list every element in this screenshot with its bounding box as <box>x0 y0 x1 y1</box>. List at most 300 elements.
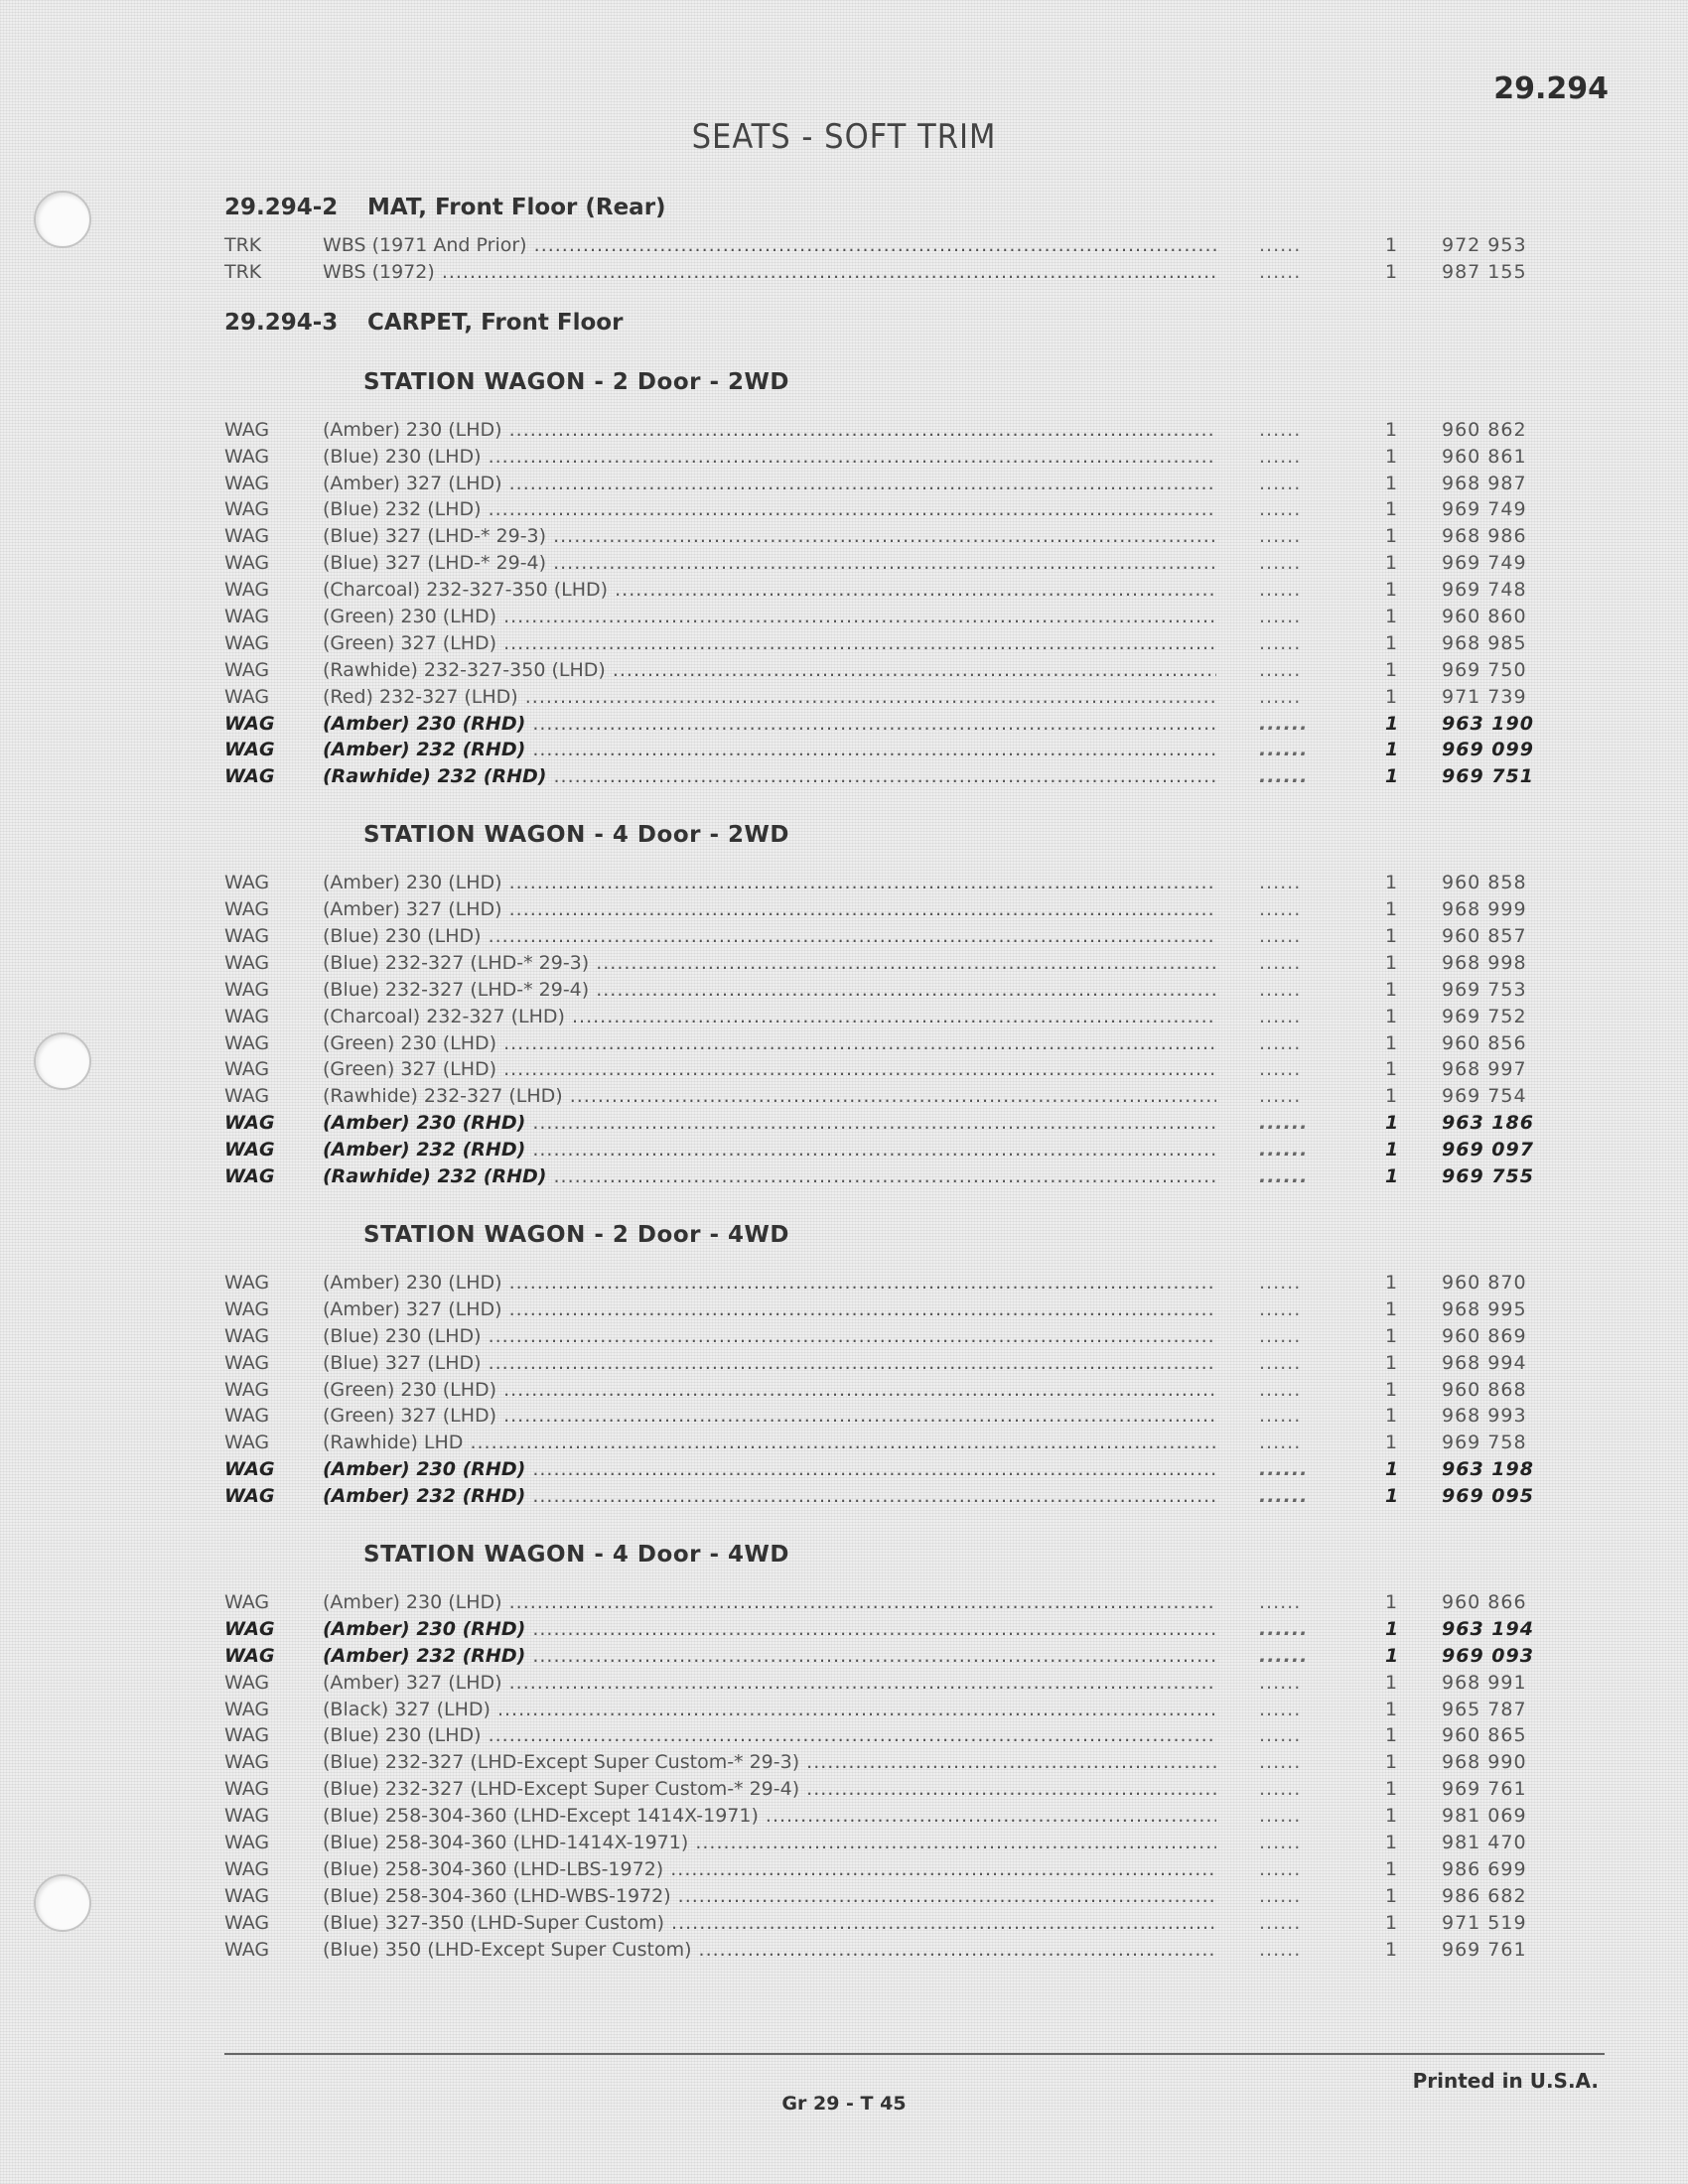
part-description: (Black) 327 (LHD) ..... <box>323 1697 1216 1723</box>
quantity: 1 <box>1385 1805 1398 1828</box>
parts-list <box>0 179 1688 1977</box>
dot-leader: ...... <box>1259 1884 1302 1907</box>
part-row <box>0 1483 1688 1510</box>
model-code: WAG <box>224 1857 270 1880</box>
part-description: (Blue) 232-327 (LHD-Except Super Custom-* 29-3) ..... <box>323 1749 1216 1776</box>
part-description: (Blue) 232-327 (LHD-Except Super Custom-* 29-4) ..... <box>323 1776 1216 1803</box>
model-code: WAG <box>224 1432 270 1454</box>
part-row <box>0 684 1688 711</box>
part-number: 960 857 <box>1442 925 1527 948</box>
dot-leader: ...... <box>1259 978 1302 1001</box>
part-number: 981 069 <box>1442 1805 1527 1828</box>
part-description: (Rawhide) LHD ..... <box>323 1430 1216 1456</box>
part-description: (Amber) 230 (LHD) ..... <box>323 1270 1216 1297</box>
part-number: 969 752 <box>1442 1005 1527 1027</box>
part-description: (Rawhide) 232-327-350 (LHD) ..... <box>323 657 1216 684</box>
part-description: (Green) 327 (LHD) ..... <box>323 630 1216 657</box>
part-number: 960 865 <box>1442 1724 1527 1747</box>
part-description: (Blue) 230 (LHD) ..... <box>323 923 1216 950</box>
part-description: (Blue) 258-304-360 (LHD-1414X-1971) ..... <box>323 1830 1216 1856</box>
part-description: (Amber) 230 (LHD) ..... <box>323 417 1216 444</box>
part-number: 986 682 <box>1442 1884 1527 1907</box>
quantity: 1 <box>1385 925 1398 948</box>
model-code: TRK <box>224 234 262 256</box>
dot-leader: ...... <box>1259 1351 1302 1374</box>
model-code: WAG <box>224 1671 270 1694</box>
part-row <box>0 1910 1688 1937</box>
parts-rows <box>0 232 1688 286</box>
quantity: 1 <box>1385 1405 1398 1428</box>
part-row <box>0 1856 1688 1883</box>
quantity: 1 <box>1385 1271 1398 1294</box>
part-row <box>0 870 1688 896</box>
model-code: WAG <box>224 1458 275 1481</box>
quantity: 1 <box>1385 1831 1398 1853</box>
part-number: 968 997 <box>1442 1058 1527 1081</box>
part-row <box>0 1377 1688 1404</box>
part-description: (Amber) 327 (LHD) ..... <box>323 1670 1216 1697</box>
part-row <box>0 417 1688 444</box>
part-number: 971 519 <box>1442 1911 1527 1934</box>
part-description: (Amber) 327 (LHD) ..... <box>323 1297 1216 1323</box>
quantity: 1 <box>1385 1884 1398 1907</box>
quantity: 1 <box>1385 1324 1398 1347</box>
model-code: WAG <box>224 1031 270 1054</box>
section-name: MAT, Front Floor (Rear) <box>367 195 666 220</box>
part-number: 960 868 <box>1442 1378 1527 1401</box>
part-number: 969 748 <box>1442 579 1527 602</box>
part-row <box>0 1749 1688 1776</box>
model-code: WAG <box>224 1405 270 1428</box>
dot-leader: ...... <box>1259 1485 1309 1508</box>
quantity: 1 <box>1385 525 1398 548</box>
quantity: 1 <box>1385 1458 1399 1481</box>
dot-leader: ...... <box>1259 898 1302 921</box>
group-heading: STATION WAGON - 2 Door - 4WD <box>363 1221 789 1248</box>
part-number: 965 787 <box>1442 1698 1527 1720</box>
dot-leader: ...... <box>1259 631 1302 654</box>
dot-leader: ...... <box>1259 765 1309 788</box>
dot-leader: ...... <box>1259 1671 1302 1694</box>
part-row <box>0 1137 1688 1163</box>
model-code: WAG <box>224 1724 270 1747</box>
part-row <box>0 950 1688 977</box>
part-number: 960 860 <box>1442 606 1527 628</box>
quantity: 1 <box>1385 1005 1398 1027</box>
part-number: 968 987 <box>1442 472 1527 494</box>
group-heading: STATION WAGON - 4 Door - 4WD <box>363 1541 789 1568</box>
part-row <box>0 1323 1688 1350</box>
part-description: (Blue) 327 (LHD-* 29-3) ..... <box>323 523 1216 550</box>
part-row <box>0 1589 1688 1616</box>
part-description: (Green) 327 (LHD) ..... <box>323 1056 1216 1083</box>
part-row <box>0 471 1688 497</box>
part-row <box>0 259 1688 286</box>
dot-leader: ...... <box>1259 1378 1302 1401</box>
part-description: (Amber) 230 (RHD) ..... <box>323 1616 1216 1643</box>
quantity: 1 <box>1385 951 1398 974</box>
quantity: 1 <box>1385 445 1398 468</box>
page-title: SEATS - SOFT TRIM <box>691 117 997 157</box>
quantity: 1 <box>1385 418 1398 441</box>
part-row <box>0 1776 1688 1803</box>
part-number: 963 194 <box>1442 1617 1534 1640</box>
part-row <box>0 1616 1688 1643</box>
part-description: (Blue) 230 (LHD) ..... <box>323 444 1216 471</box>
model-code: WAG <box>224 739 275 761</box>
dot-leader: ...... <box>1259 472 1302 494</box>
part-number: 986 699 <box>1442 1857 1527 1880</box>
model-code: WAG <box>224 898 270 921</box>
part-row <box>0 1937 1688 1964</box>
dot-leader: ...... <box>1259 525 1302 548</box>
part-description: (Rawhide) 232-327 (LHD) ..... <box>323 1083 1216 1110</box>
part-row <box>0 763 1688 790</box>
model-code: WAG <box>224 1112 275 1135</box>
section-heading <box>0 300 1688 343</box>
section-number: 29.294-2 <box>224 195 339 220</box>
part-number: 960 858 <box>1442 872 1527 894</box>
part-number: 968 991 <box>1442 1671 1527 1694</box>
part-number: 969 749 <box>1442 498 1527 521</box>
dot-leader: ...... <box>1259 1698 1302 1720</box>
part-row <box>0 711 1688 738</box>
model-code: WAG <box>224 978 270 1001</box>
footer-divider <box>224 2053 1605 2055</box>
quantity: 1 <box>1385 260 1398 283</box>
model-code: WAG <box>224 1005 270 1027</box>
dot-leader: ...... <box>1259 685 1302 708</box>
part-number: 969 750 <box>1442 658 1527 681</box>
part-row <box>0 896 1688 923</box>
dot-leader: ...... <box>1259 1617 1309 1640</box>
dot-leader: ...... <box>1259 606 1302 628</box>
part-row <box>0 1270 1688 1297</box>
part-description: (Amber) 327 (LHD) ..... <box>323 471 1216 497</box>
model-code: WAG <box>224 951 270 974</box>
part-row <box>0 577 1688 604</box>
quantity: 1 <box>1385 1351 1398 1374</box>
part-description: (Rawhide) 232 (RHD) ..... <box>323 763 1216 790</box>
dot-leader: ...... <box>1259 552 1302 575</box>
part-number: 960 861 <box>1442 445 1527 468</box>
model-code: WAG <box>224 1085 270 1108</box>
model-code: WAG <box>224 472 270 494</box>
part-number: 968 998 <box>1442 951 1527 974</box>
group-heading: STATION WAGON - 2 Door - 2WD <box>363 368 789 395</box>
quantity: 1 <box>1385 978 1398 1001</box>
part-description: (Red) 232-327 (LHD) ..... <box>323 684 1216 711</box>
part-description: (Charcoal) 232-327 (LHD) ..... <box>323 1004 1216 1030</box>
dot-leader: ...... <box>1259 498 1302 521</box>
part-description: (Blue) 232-327 (LHD-* 29-4) ..... <box>323 977 1216 1004</box>
quantity: 1 <box>1385 739 1399 761</box>
parts-rows <box>0 870 1688 1190</box>
part-description: (Amber) 230 (LHD) ..... <box>323 1589 1216 1616</box>
model-code: WAG <box>224 1297 270 1320</box>
part-description: (Blue) 327 (LHD) ..... <box>323 1350 1216 1377</box>
quantity: 1 <box>1385 1112 1399 1135</box>
part-row <box>0 1803 1688 1830</box>
quantity: 1 <box>1385 1938 1398 1961</box>
model-code: WAG <box>224 1590 270 1613</box>
part-row <box>0 523 1688 550</box>
part-number: 971 739 <box>1442 685 1527 708</box>
part-number: 972 953 <box>1442 234 1527 256</box>
part-description: (Blue) 232 (LHD) ..... <box>323 496 1216 523</box>
model-code: WAG <box>224 1911 270 1934</box>
model-code: WAG <box>224 1698 270 1720</box>
part-description: (Blue) 258-304-360 (LHD-Except 1414X-1971) ..... <box>323 1803 1216 1830</box>
quantity: 1 <box>1385 1778 1398 1801</box>
part-description: (Charcoal) 232-327-350 (LHD) ..... <box>323 577 1216 604</box>
part-description: (Green) 230 (LHD) ..... <box>323 604 1216 630</box>
part-number: 981 470 <box>1442 1831 1527 1853</box>
part-description: (Amber) 232 (RHD) ..... <box>323 1643 1216 1670</box>
dot-leader: ...... <box>1259 1857 1302 1880</box>
model-code: WAG <box>224 1884 270 1907</box>
section-heading <box>0 185 1688 228</box>
quantity: 1 <box>1385 1911 1398 1934</box>
part-row <box>0 1697 1688 1723</box>
model-code: WAG <box>224 1271 270 1294</box>
quantity: 1 <box>1385 712 1399 735</box>
dot-leader: ...... <box>1259 1324 1302 1347</box>
dot-leader: ...... <box>1259 1432 1302 1454</box>
part-description: WBS (1971 And Prior) ..... <box>323 232 1216 259</box>
model-code: WAG <box>224 1938 270 1961</box>
part-row <box>0 1883 1688 1910</box>
part-number: 960 866 <box>1442 1590 1527 1613</box>
part-number: 960 869 <box>1442 1324 1527 1347</box>
quantity: 1 <box>1385 1644 1399 1667</box>
part-description: (Amber) 232 (RHD) ..... <box>323 1483 1216 1510</box>
part-description: (Amber) 230 (RHD) ..... <box>323 1110 1216 1137</box>
dot-leader: ...... <box>1259 1724 1302 1747</box>
dot-leader: ...... <box>1259 1458 1309 1481</box>
part-row <box>0 1004 1688 1030</box>
dot-leader: ...... <box>1259 1778 1302 1801</box>
part-row <box>0 1110 1688 1137</box>
model-code: WAG <box>224 658 270 681</box>
parts-rows <box>0 1270 1688 1510</box>
quantity: 1 <box>1385 1590 1398 1613</box>
quantity: 1 <box>1385 1617 1399 1640</box>
quantity: 1 <box>1385 631 1398 654</box>
dot-leader: ...... <box>1259 1139 1309 1161</box>
part-number: 963 186 <box>1442 1112 1534 1135</box>
part-row <box>0 1030 1688 1057</box>
part-row <box>0 630 1688 657</box>
part-description: (Blue) 350 (LHD-Except Super Custom) ..... <box>323 1937 1216 1964</box>
quantity: 1 <box>1385 872 1398 894</box>
part-number: 969 754 <box>1442 1085 1527 1108</box>
quantity: 1 <box>1385 1297 1398 1320</box>
part-row <box>0 1456 1688 1483</box>
dot-leader: ...... <box>1259 1058 1302 1081</box>
part-description: (Blue) 232-327 (LHD-* 29-3) ..... <box>323 950 1216 977</box>
model-code: WAG <box>224 1165 275 1188</box>
quantity: 1 <box>1385 1165 1399 1188</box>
model-code: WAG <box>224 631 270 654</box>
dot-leader: ...... <box>1259 658 1302 681</box>
parts-rows <box>0 1589 1688 1963</box>
quantity: 1 <box>1385 1432 1398 1454</box>
dot-leader: ...... <box>1259 1271 1302 1294</box>
part-number: 968 990 <box>1442 1751 1527 1774</box>
model-code: WAG <box>224 1751 270 1774</box>
part-number: 960 856 <box>1442 1031 1527 1054</box>
quantity: 1 <box>1385 472 1398 494</box>
part-description: (Green) 327 (LHD) ..... <box>323 1403 1216 1430</box>
part-row <box>0 1643 1688 1670</box>
dot-leader: ...... <box>1259 1031 1302 1054</box>
dot-leader: ...... <box>1259 1751 1302 1774</box>
part-description: WBS (1972) ..... <box>323 259 1216 286</box>
part-row <box>0 550 1688 577</box>
dot-leader: ...... <box>1259 1831 1302 1853</box>
section-number: 29.294-3 <box>224 309 339 336</box>
model-code: WAG <box>224 498 270 521</box>
dot-leader: ...... <box>1259 1297 1302 1320</box>
part-row <box>0 1430 1688 1456</box>
part-description: (Amber) 232 (RHD) ..... <box>323 1137 1216 1163</box>
part-number: 969 761 <box>1442 1778 1527 1801</box>
dot-leader: ...... <box>1259 1112 1309 1135</box>
model-code: WAG <box>224 1378 270 1401</box>
part-description: (Amber) 230 (LHD) ..... <box>323 870 1216 896</box>
dot-leader: ...... <box>1259 712 1309 735</box>
quantity: 1 <box>1385 1857 1398 1880</box>
quantity: 1 <box>1385 1058 1398 1081</box>
part-number: 968 999 <box>1442 898 1527 921</box>
model-code: WAG <box>224 925 270 948</box>
part-row <box>0 1403 1688 1430</box>
part-row <box>0 923 1688 950</box>
part-description: (Amber) 327 (LHD) ..... <box>323 896 1216 923</box>
part-number: 960 862 <box>1442 418 1527 441</box>
quantity: 1 <box>1385 498 1398 521</box>
parts-rows <box>0 417 1688 790</box>
page-number: 29.294 <box>1493 71 1609 106</box>
dot-leader: ...... <box>1259 1085 1302 1108</box>
quantity: 1 <box>1385 1485 1399 1508</box>
dot-leader: ...... <box>1259 872 1302 894</box>
dot-leader: ...... <box>1259 260 1302 283</box>
quantity: 1 <box>1385 1671 1398 1694</box>
model-code: WAG <box>224 1644 275 1667</box>
part-row <box>0 657 1688 684</box>
model-code: WAG <box>224 1139 275 1161</box>
part-number: 960 870 <box>1442 1271 1527 1294</box>
part-row <box>0 1056 1688 1083</box>
dot-leader: ...... <box>1259 1911 1302 1934</box>
model-code: WAG <box>224 1324 270 1347</box>
quantity: 1 <box>1385 1724 1398 1747</box>
part-number: 969 761 <box>1442 1938 1527 1961</box>
part-description: (Green) 230 (LHD) ..... <box>323 1377 1216 1404</box>
dot-leader: ...... <box>1259 925 1302 948</box>
part-description: (Amber) 230 (RHD) ..... <box>323 1456 1216 1483</box>
part-row <box>0 1670 1688 1697</box>
dot-leader: ...... <box>1259 1644 1309 1667</box>
dot-leader: ...... <box>1259 951 1302 974</box>
part-number: 987 155 <box>1442 260 1527 283</box>
model-code: WAG <box>224 579 270 602</box>
part-number: 968 993 <box>1442 1405 1527 1428</box>
part-row <box>0 496 1688 523</box>
part-number: 969 753 <box>1442 978 1527 1001</box>
part-row <box>0 1830 1688 1856</box>
dot-leader: ...... <box>1259 418 1302 441</box>
part-number: 969 093 <box>1442 1644 1534 1667</box>
part-row <box>0 737 1688 763</box>
part-row <box>0 1083 1688 1110</box>
dot-leader: ...... <box>1259 739 1309 761</box>
model-code: WAG <box>224 872 270 894</box>
part-row <box>0 1297 1688 1323</box>
part-row <box>0 604 1688 630</box>
part-description: (Blue) 327-350 (LHD-Super Custom) ..... <box>323 1910 1216 1937</box>
model-code: WAG <box>224 552 270 575</box>
part-description: (Green) 230 (LHD) ..... <box>323 1030 1216 1057</box>
dot-leader: ...... <box>1259 234 1302 256</box>
part-description: (Amber) 232 (RHD) ..... <box>323 737 1216 763</box>
part-description: (Amber) 230 (RHD) ..... <box>323 711 1216 738</box>
part-number: 969 097 <box>1442 1139 1534 1161</box>
quantity: 1 <box>1385 552 1398 575</box>
part-number: 969 755 <box>1442 1165 1534 1188</box>
dot-leader: ...... <box>1259 579 1302 602</box>
part-row <box>0 1350 1688 1377</box>
quantity: 1 <box>1385 1378 1398 1401</box>
section-name: CARPET, Front Floor <box>367 309 624 336</box>
dot-leader: ...... <box>1259 1590 1302 1613</box>
quantity: 1 <box>1385 1698 1398 1720</box>
footer-page-code: Gr 29 - T 45 <box>781 2093 907 2115</box>
dot-leader: ...... <box>1259 1805 1302 1828</box>
part-number: 969 749 <box>1442 552 1527 575</box>
model-code: WAG <box>224 606 270 628</box>
quantity: 1 <box>1385 1139 1399 1161</box>
quantity: 1 <box>1385 234 1398 256</box>
part-number: 969 095 <box>1442 1485 1534 1508</box>
model-code: WAG <box>224 1058 270 1081</box>
part-number: 968 986 <box>1442 525 1527 548</box>
model-code: WAG <box>224 525 270 548</box>
model-code: WAG <box>224 418 270 441</box>
part-number: 968 994 <box>1442 1351 1527 1374</box>
dot-leader: ...... <box>1259 1938 1302 1961</box>
model-code: WAG <box>224 1805 270 1828</box>
part-number: 969 758 <box>1442 1432 1527 1454</box>
dot-leader: ...... <box>1259 1005 1302 1027</box>
dot-leader: ...... <box>1259 1405 1302 1428</box>
model-code: WAG <box>224 1617 275 1640</box>
quantity: 1 <box>1385 765 1399 788</box>
part-row <box>0 232 1688 259</box>
model-code: WAG <box>224 1351 270 1374</box>
part-number: 969 099 <box>1442 739 1534 761</box>
part-description: (Blue) 258-304-360 (LHD-WBS-1972) ..... <box>323 1883 1216 1910</box>
part-number: 968 985 <box>1442 631 1527 654</box>
quantity: 1 <box>1385 658 1398 681</box>
footer-printed-in: Printed in U.S.A. <box>1412 2069 1599 2093</box>
dot-leader: ...... <box>1259 1165 1309 1188</box>
dot-leader: ...... <box>1259 445 1302 468</box>
model-code: WAG <box>224 1485 275 1508</box>
part-description: (Rawhide) 232 (RHD) ..... <box>323 1163 1216 1190</box>
